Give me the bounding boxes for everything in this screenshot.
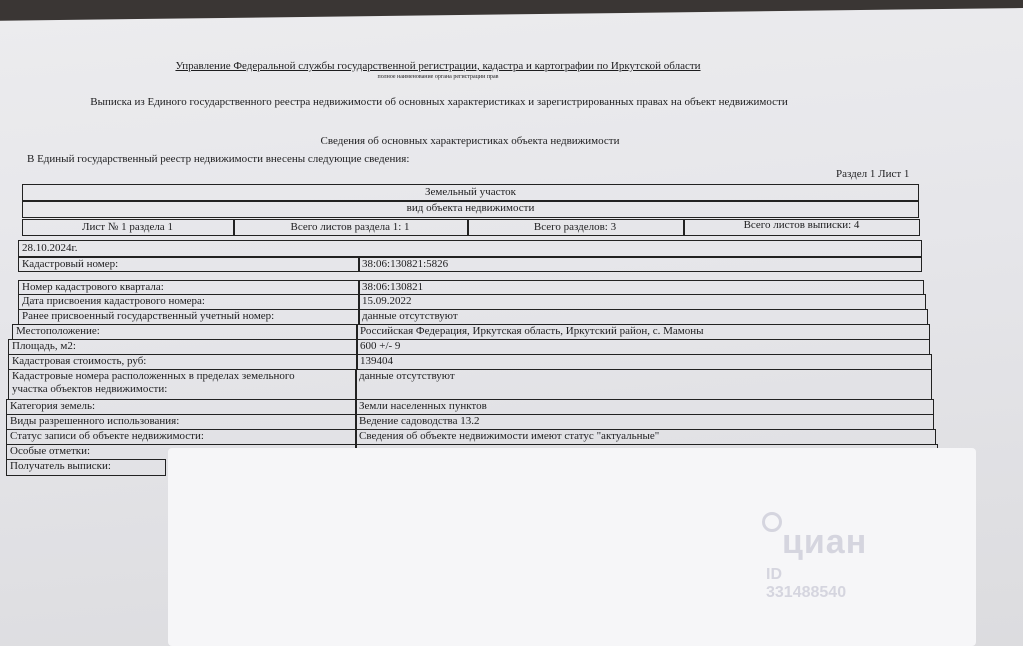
row-label: Ранее присвоенный государственный учетный номер: [22,310,275,322]
row-label: Номер кадастрового квартала: [22,281,164,293]
section-title: Сведения об основных характеристиках объекта недвижимости [320,135,620,147]
watermark-brand: циан [782,523,868,561]
extract-sheets-total: Всего листов выписки: 4 [743,219,860,231]
table-row [8,339,930,355]
row-value: Российская Федерация, Иркутская область, Иркутский район, с. Мамоны [360,325,704,337]
row-value: 38:06:130821 [362,281,424,293]
row-value: 139404 [360,355,393,367]
row-label: Площадь, м2: [12,340,76,352]
row-label: Кадастровая стоимость, руб: [12,355,147,367]
row-label: Местоположение: [16,325,100,337]
extract-date: 28.10.2024г. [22,242,78,254]
row-value: данные отсутствуют [359,370,455,382]
row-label: Статус записи об объекте недвижимости: [10,430,204,442]
row-value: Земли населенных пунктов [359,400,487,412]
row-label: Кадастровые номера расположенных в пределах земельного [12,370,295,382]
cadastral-number-value: 38:06:130821:5826 [362,258,449,270]
row-value: Сведения об объекте недвижимости имеют статус "актуальные" [359,430,660,442]
object-type: Земельный участок [425,186,516,198]
agency-note: полное наименование органа регистрации прав [377,74,499,80]
row-value: 600 +/- 9 [360,340,401,352]
section-sheets-total: Всего листов раздела 1: 1 [290,221,410,233]
agency-name: Управление Федеральной службы государственной регистрации, кадастра и картографии по Иркутской области [175,60,701,72]
sheet-number: Лист № 1 раздела 1 [82,221,173,233]
sections-total: Всего разделов: 3 [533,221,617,233]
row-label: Виды разрешенного использования: [10,415,180,427]
location-pin-icon [762,512,782,532]
row-label: Категория земель: [10,400,96,412]
row-label: Дата присвоения кадастрового номера: [22,295,205,307]
row-value: 15.09.2022 [362,295,412,307]
cadastral-number-label: Кадастровый номер: [22,258,119,270]
extract-title: Выписка из Единого государственного реестра недвижимости об основных характеристиках и зарегистрированных правах на объект недвижимости [90,96,788,108]
row-label-cont: участка объектов недвижимости: [12,383,168,395]
watermark-id: ID 331488540 [766,566,847,601]
row-value: Ведение садоводства 13.2 [359,415,480,427]
sheet-reference: Раздел 1 Лист 1 [836,168,910,180]
row-value: данные отсутствуют [362,310,458,322]
object-type-caption: вид объекта недвижимости [406,202,535,214]
row-label: Особые отметки: [10,445,91,457]
table-row [8,354,932,370]
intro-text: В Единый государственный реестр недвижимости внесены следующие сведения: [27,153,410,165]
row-label: Получатель выписки: [10,460,111,472]
